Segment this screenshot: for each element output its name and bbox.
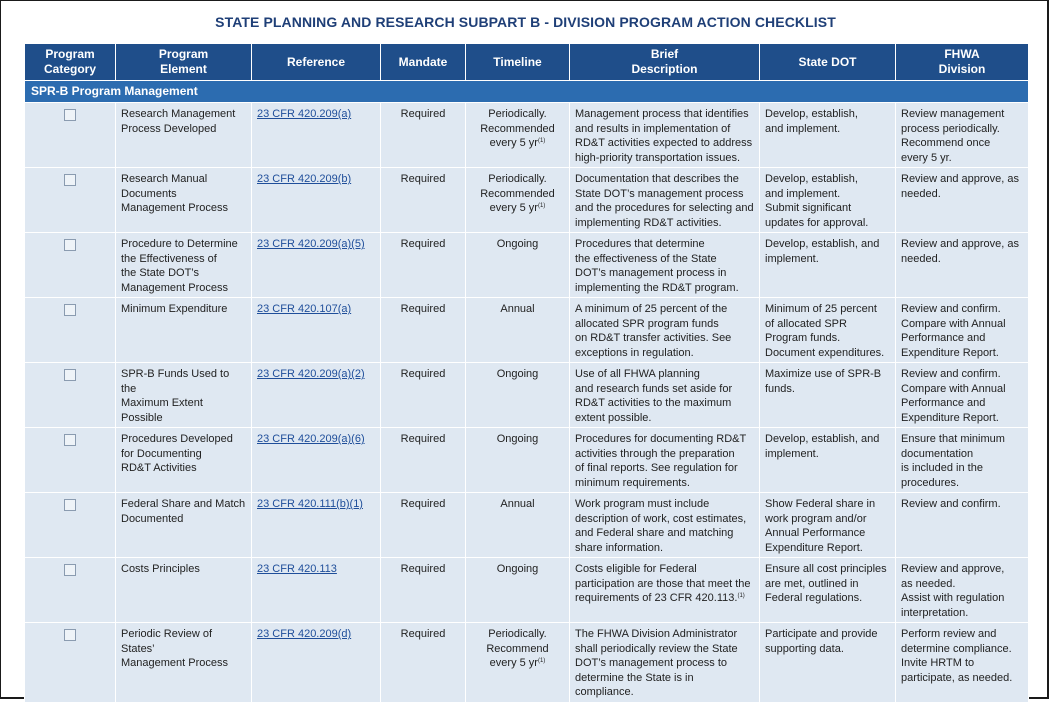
brief-description-cell: Management process that identifies and results in implementation of RD&T activities expected to address high-priority transportation issues. (570, 103, 760, 168)
reference-link[interactable]: 23 CFR 420.209(d) (257, 628, 352, 640)
program-element-cell: Federal Share and Match Documented (116, 493, 252, 558)
reference-cell (252, 298, 381, 363)
reference-link[interactable]: 23 CFR 420.209(a) (257, 108, 352, 120)
row-checkbox[interactable] (64, 629, 76, 641)
reference-link[interactable]: 23 CFR 420.111(b)(1) (257, 498, 363, 510)
program-category-cell (25, 623, 116, 703)
timeline-cell: Ongoing (466, 363, 570, 428)
program-category-cell (25, 363, 116, 428)
program-element-cell: Research Manual Documents Management Process (116, 168, 252, 233)
program-category-cell (25, 233, 116, 298)
header-state-dot: State DOT (760, 44, 896, 81)
mandate-cell: Required (381, 558, 466, 623)
mandate-cell: Required (381, 363, 466, 428)
program-element-cell: Procedures Developed for Documenting RD&T Activities (116, 428, 252, 493)
mandate-cell: Required (381, 103, 466, 168)
row-checkbox[interactable] (64, 304, 76, 316)
fhwa-division-cell: Review and approve, as needed. Assist with regulation interpretation. (896, 558, 1029, 623)
row-checkbox[interactable] (64, 499, 76, 511)
reference-cell (252, 233, 381, 298)
program-category-cell (25, 168, 116, 233)
reference-link[interactable]: 23 CFR 420.107(a) (257, 303, 352, 315)
program-element-cell: Periodic Review of States’ Management Process (116, 623, 252, 703)
state-dot-cell: Develop, establish, and implement. Submit significant updates for approval. (760, 168, 896, 233)
header-mandate: Mandate (381, 44, 466, 81)
page-title: STATE PLANNING AND RESEARCH SUBPART B - DIVISION PROGRAM ACTION CHECKLIST (215, 14, 836, 30)
timeline-cell: Ongoing (466, 233, 570, 298)
header-brief-description: Brief Description (570, 44, 760, 81)
reference-cell (252, 623, 381, 703)
program-category-cell (25, 428, 116, 493)
footnote-mark: (1) (537, 138, 546, 144)
row-checkbox[interactable] (64, 239, 76, 251)
fhwa-division-cell: Review management process periodically. Recommend once every 5 yr. (896, 103, 1029, 168)
header-program-element: Program Element (116, 44, 252, 81)
program-element-cell: Research Management Process Developed (116, 103, 252, 168)
fhwa-division-cell: Perform review and determine compliance. Invite HRTM to participate, as needed. (896, 623, 1029, 703)
brief-description-cell: Work program must include description of work, cost estimates, and Federal share and matching share information. (570, 493, 760, 558)
state-dot-cell: Minimum of 25 percent of allocated SPR Program funds. Document expenditures. (760, 298, 896, 363)
mandate-cell: Required (381, 493, 466, 558)
section-title: SPR-B Program Management (25, 81, 1029, 103)
checklist-row (25, 363, 1029, 428)
timeline-cell: Annual (466, 298, 570, 363)
state-dot-cell: Participate and provide supporting data. (760, 623, 896, 703)
row-checkbox[interactable] (64, 564, 76, 576)
program-element-cell: Minimum Expenditure (116, 298, 252, 363)
reference-link[interactable]: 23 CFR 420.209(b) (257, 173, 352, 185)
reference-cell (252, 103, 381, 168)
row-checkbox[interactable] (64, 174, 76, 186)
reference-link[interactable]: 23 CFR 420.209(a)(6) (257, 433, 365, 445)
program-category-cell (25, 103, 116, 168)
fhwa-division-cell: Review and confirm. Compare with Annual Performance and Expenditure Report. (896, 363, 1029, 428)
mandate-cell: Required (381, 233, 466, 298)
timeline-cell: Ongoing (466, 558, 570, 623)
timeline-cell: Periodically. Recommended every 5 $yr^{(1)}$ (466, 103, 570, 168)
reference-link[interactable]: 23 CFR 420.209(a)(5) (257, 238, 365, 250)
checklist-row (25, 233, 1029, 298)
brief-description-cell: Procedures that determine the effectiveness of the State DOT’s management process in implementing the RD&T program. (570, 233, 760, 298)
reference-cell (252, 363, 381, 428)
header-fhwa-division: FHWA Division (896, 44, 1029, 81)
program-category-cell (25, 558, 116, 623)
state-dot-cell: Develop, establish, and implement. (760, 233, 896, 298)
brief-description-cell: The FHWA Division Administrator shall periodically review the State DOT’s management process to determine the State is in compliance. (570, 623, 760, 703)
brief-description-cell: Documentation that describes the State DOT’s management process and the procedures for selecting and implementing RD&T activities. (570, 168, 760, 233)
mandate-cell: Required (381, 168, 466, 233)
reference-link[interactable]: 23 CFR 420.209(a)(2) (257, 368, 365, 380)
program-category-cell (25, 298, 116, 363)
fhwa-division-cell: Review and approve, as needed. (896, 233, 1029, 298)
checklist-row (25, 298, 1029, 363)
brief-description-cell: Costs eligible for Federal participation are those that meet the requirements of 23 CFR 420.113.$^{(1)}$ (570, 558, 760, 623)
checklist-row (25, 493, 1029, 558)
footnote-mark: (1) (737, 593, 745, 599)
state-dot-cell: Ensure all cost principles are met, outlined in Federal regulations. (760, 558, 896, 623)
timeline-cell: Periodically. Recommend every 5 $yr^{(1)}$ (466, 623, 570, 703)
section-row (25, 81, 1029, 103)
footnote-mark: (1) (537, 203, 546, 209)
checklist-row (25, 103, 1029, 168)
header-row (25, 44, 1029, 81)
row-checkbox[interactable] (64, 369, 76, 381)
mandate-cell: Required (381, 623, 466, 703)
brief-description-cell: A minimum of 25 percent of the allocated SPR program funds on RD&T transfer activities. See exceptions in regulation. (570, 298, 760, 363)
program-element-cell: SPR-B Funds Used to the Maximum Extent Possible (116, 363, 252, 428)
fhwa-division-cell: Ensure that minimum documentation is included in the procedures. (896, 428, 1029, 493)
checklist-row (25, 623, 1029, 703)
brief-description-cell: Use of all FHWA planning and research funds set aside for RD&T activities to the maximum extent possible. (570, 363, 760, 428)
timeline-cell: Ongoing (466, 428, 570, 493)
fhwa-division-cell: Review and confirm. (896, 493, 1029, 558)
timeline-cell: Periodically. Recommended every 5 $yr^{(1)}$ (466, 168, 570, 233)
reference-cell (252, 168, 381, 233)
header-timeline: Timeline (466, 44, 570, 81)
program-element-cell: Procedure to Determine the Effectiveness of the State DOT’s Management Process (116, 233, 252, 298)
program-element-cell: Costs Principles (116, 558, 252, 623)
fhwa-division-cell: Review and confirm. Compare with Annual Performance and Expenditure Report. (896, 298, 1029, 363)
checklist-row (25, 558, 1029, 623)
brief-description-cell: Procedures for documenting RD&T activities through the preparation of final reports. See regulation for minimum requirements. (570, 428, 760, 493)
header-program-category: Program Category (25, 44, 116, 81)
reference-cell (252, 558, 381, 623)
state-dot-cell: Maximize use of SPR-B funds. (760, 363, 896, 428)
state-dot-cell: Show Federal share in work program and/or Annual Performance Expenditure Report. (760, 493, 896, 558)
header-reference: Reference (252, 44, 381, 81)
reference-cell (252, 428, 381, 493)
fhwa-division-cell: Review and approve, as needed. (896, 168, 1029, 233)
checklist-table (24, 43, 1029, 703)
row-checkbox[interactable] (64, 434, 76, 446)
program-category-cell (25, 493, 116, 558)
reference-link[interactable]: 23 CFR 420.113 (257, 563, 337, 575)
row-checkbox[interactable] (64, 109, 76, 121)
mandate-cell: Required (381, 428, 466, 493)
footnote-mark: (1) (537, 658, 546, 664)
mandate-cell: Required (381, 298, 466, 363)
timeline-cell: Annual (466, 493, 570, 558)
state-dot-cell: Develop, establish, and implement. (760, 428, 896, 493)
checklist-row (25, 428, 1029, 493)
state-dot-cell: Develop, establish, and implement. (760, 103, 896, 168)
reference-cell (252, 493, 381, 558)
checklist-row (25, 168, 1029, 233)
